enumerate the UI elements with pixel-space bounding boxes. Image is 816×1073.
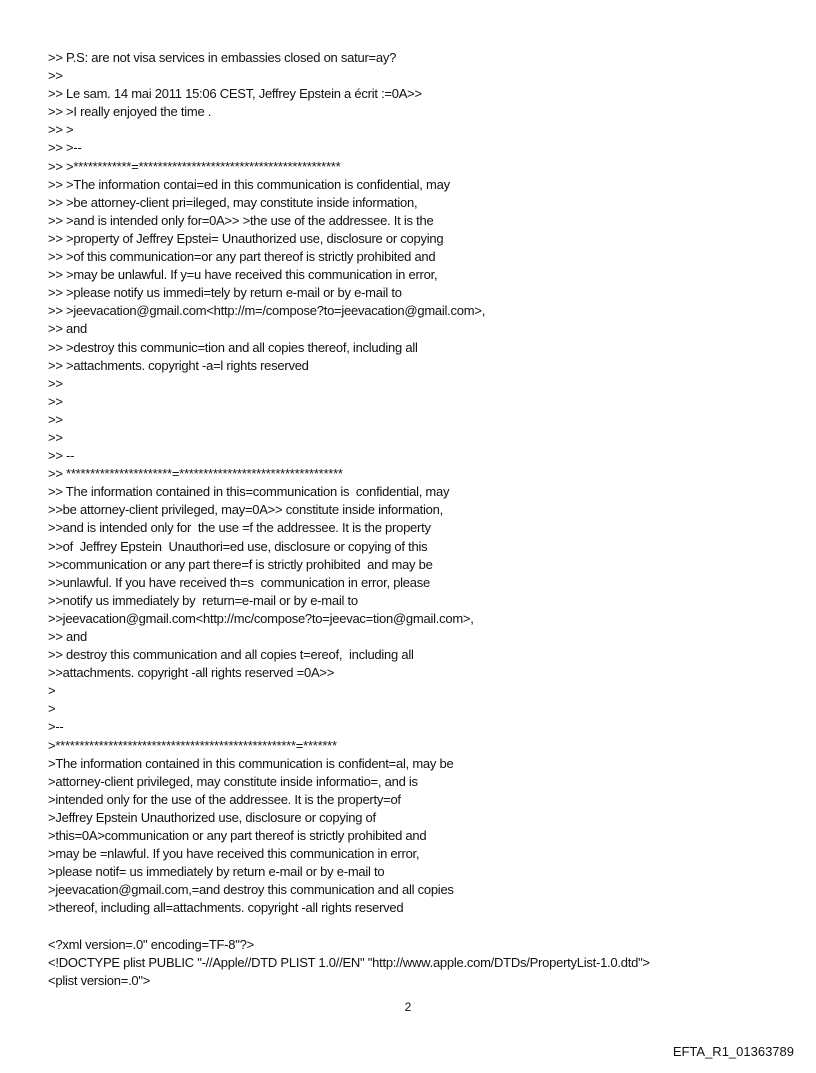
text-line: >**************************************************=*******	[48, 737, 337, 753]
text-line: >	[48, 701, 56, 717]
text-line: >>of Jeffrey Epstein Unauthori=ed use, disclosure or copying of this	[48, 538, 428, 554]
text-line: >jeevacation@gmail.com,=and destroy this communication and all copies	[48, 882, 454, 898]
text-line: >> **********************=**********************************	[48, 466, 343, 482]
text-line: >> >--	[48, 140, 82, 156]
text-line: <plist version=.0">	[48, 972, 151, 988]
text-line: >> >	[48, 122, 74, 138]
text-line: >>be attorney-client privileged, may=0A>> constitute inside information,	[48, 502, 443, 518]
text-line: >>communication or any part there=f is strictly prohibited and may be	[48, 556, 433, 572]
text-line: >> >jeevacation@gmail.com<http://m=/compose?to=jeevacation@gmail.com>,	[48, 303, 486, 319]
text-line: >> Le sam. 14 mai 2011 15:06 CEST, Jeffrey Epstein a écrit :=0A>>	[48, 86, 422, 102]
text-line: >>	[48, 68, 63, 84]
text-line: >> >be attorney-client pri=ileged, may constitute inside information,	[48, 194, 418, 210]
text-line: >please notif= us immediately by return e-mail or by e-mail to	[48, 864, 385, 880]
text-line: >>unlawful. If you have received th=s communication in error, please	[48, 574, 430, 590]
text-line: >> >property of Jeffrey Epstei= Unauthorized use, disclosure or copying	[48, 230, 444, 246]
text-line: >	[48, 683, 56, 699]
text-line: >>notify us immediately by return=e-mail or by e-mail to	[48, 592, 358, 608]
text-line: <!DOCTYPE plist PUBLIC "-//Apple//DTD PLIST 1.0//EN" "http://www.apple.com/DTDs/PropertyList-1.0.dtd">	[48, 954, 650, 970]
text-line: >> >of this communication=or any part thereof is strictly prohibited and	[48, 249, 436, 265]
text-line: >> destroy this communication and all copies t=ereof, including all	[48, 647, 414, 663]
text-line: >> and	[48, 629, 87, 644]
text-line: >>	[48, 429, 63, 445]
text-line: >intended only for the use of the addressee. It is the property=of	[48, 791, 401, 807]
text-line: >> >The information contai=ed in this communication is confidential, may	[48, 176, 450, 192]
text-line: >--	[48, 719, 64, 735]
text-line: >> >may be unlawful. If y=u have received this communication in error,	[48, 267, 438, 283]
text-line: >>attachments. copyright -all rights reserved =0A>>	[48, 665, 335, 681]
text-line: >> >************=******************************************	[48, 158, 341, 174]
text-line: >thereof, including all=attachments. copyright -all rights reserved	[48, 900, 404, 916]
text-line: >>	[48, 411, 63, 427]
text-line: >The information contained in this communication is confident=al, may be	[48, 755, 454, 771]
text-line: >>and is intended only for the use =f the addressee. It is the property	[48, 520, 431, 536]
text-line: >> --	[48, 448, 75, 464]
text-line: >> The information contained in this=communication is confidential, may	[48, 484, 450, 500]
text-line: >>	[48, 393, 63, 409]
text-line: >> >and is intended only for=0A>> >the use of the addressee. It is the	[48, 212, 434, 228]
text-line: <?xml version=.0" encoding=TF-8"?>	[48, 936, 254, 952]
text-line: >>	[48, 375, 63, 391]
text-line: >>jeevacation@gmail.com<http://mc/compose?to=jeevac=tion@gmail.com>,	[48, 610, 474, 626]
text-line: >attorney-client privileged, may constitute inside informatio=, and is	[48, 773, 418, 789]
text-line: >> >destroy this communic=tion and all copies thereof, including all	[48, 339, 418, 355]
text-line: >> >I really enjoyed the time .	[48, 104, 212, 120]
email-body	[48, 49, 796, 990]
text-line: >> P.S: are not visa services in embassies closed on satur=ay?	[48, 50, 397, 65]
bates-number: EFTA_R1_01363789	[672, 1044, 794, 1059]
text-line	[48, 918, 796, 936]
text-line: >this=0A>communication or any part thereof is strictly prohibited and	[48, 828, 427, 844]
text-line: >Jeffrey Epstein Unauthorized use, disclosure or copying of	[48, 809, 376, 825]
text-line: >> >attachments. copyright -a=l rights reserved	[48, 357, 309, 373]
text-line: >> and	[48, 321, 87, 337]
text-line: >> >please notify us immedi=tely by return e-mail or by e-mail to	[48, 285, 402, 301]
page-number: 2	[404, 1000, 412, 1014]
text-line: >may be =nlawful. If you have received this communication in error,	[48, 846, 420, 862]
